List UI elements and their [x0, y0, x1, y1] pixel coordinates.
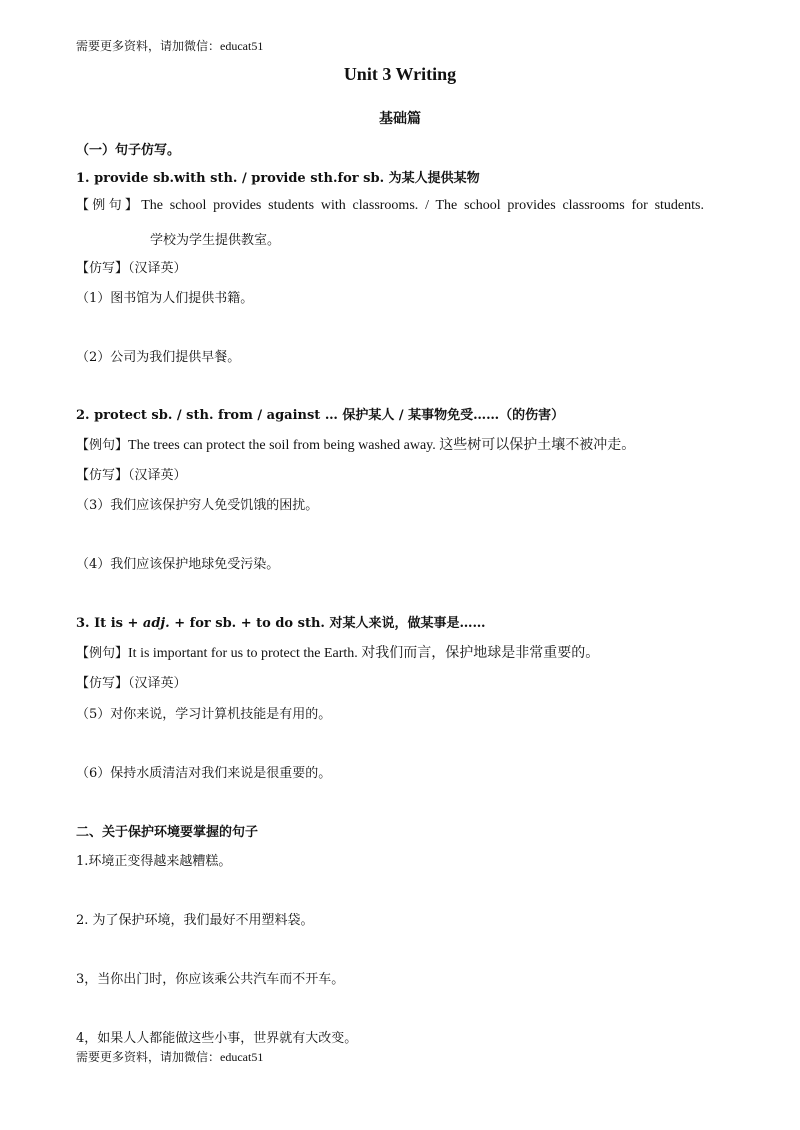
part2-heading: 二、关于保护环境要掌握的句子: [76, 825, 259, 840]
part2-sentence-1: 1.环境正变得越来越糟糕。: [76, 854, 232, 869]
part1-heading: （一）句子仿写。: [76, 143, 181, 158]
part2-sentence-3: 3，当你出门时，你应该乘公共汽车而不开车。: [76, 972, 345, 987]
item3-example: [76, 642, 599, 662]
item2-practice-label: 【仿写】（汉译英）: [76, 468, 187, 483]
item1-practice-label: 【仿写】（汉译英）: [76, 261, 187, 276]
task-2: （2）公司为我们提供早餐。: [76, 350, 241, 365]
example-label: 【例句】: [76, 646, 129, 661]
item1-example-cn: 学校为学生提供教室。: [150, 233, 281, 248]
heading-adj: adj.: [142, 616, 170, 631]
item1-heading: 1. provide sb.with sth. / provide sth.for sb. 为某人提供某物: [76, 171, 480, 186]
example-label: 【例句】: [76, 198, 142, 213]
item2-heading: 2. protect sb. / sth. from / against … 保护某人 / 某事物免受……（的伤害）: [76, 408, 565, 423]
footer-note: 需要更多资料，请加微信：educat51: [76, 1050, 264, 1064]
item1-example: [76, 196, 704, 216]
example-en: The trees can protect the soil from being washed away. 这些树可以保护土壤不被冲走。: [128, 438, 636, 453]
example-label: 【例句】: [76, 438, 129, 453]
item3-practice-label: 【仿写】（汉译英）: [76, 676, 187, 691]
section-subtitle: 基础篇: [379, 111, 421, 127]
item3-heading: [76, 612, 485, 631]
example-en: It is important for us to protect the Earth. 对我们而言，保护地球是非常重要的。: [128, 646, 600, 661]
heading-part: + for sb. + to do sth. 对某人来说，做某事是……: [169, 616, 486, 631]
heading-part: 3. It is +: [76, 616, 143, 631]
item2-example: [76, 434, 635, 454]
example-en: The school provides students with classrooms. / The school provides classrooms for students.: [141, 198, 704, 213]
part2-sentence-4: 4，如果人人都能做这些小事，世界就有大改变。: [76, 1031, 358, 1046]
task-3: （3）我们应该保护穷人免受饥饿的困扰。: [76, 498, 319, 513]
part2-sentence-2: 2. 为了保护环境，我们最好不用塑料袋。: [76, 913, 314, 928]
task-6: （6）保持水质清洁对我们来说是很重要的。: [76, 766, 332, 781]
task-4: （4）我们应该保护地球免受污染。: [76, 557, 280, 572]
page-title: Unit 3 Writing: [343, 64, 457, 84]
task-5: （5）对你来说，学习计算机技能是有用的。: [76, 707, 332, 722]
header-note: 需要更多资料，请加微信：educat51: [76, 39, 264, 53]
task-1: （1）图书馆为人们提供书籍。: [76, 291, 254, 306]
